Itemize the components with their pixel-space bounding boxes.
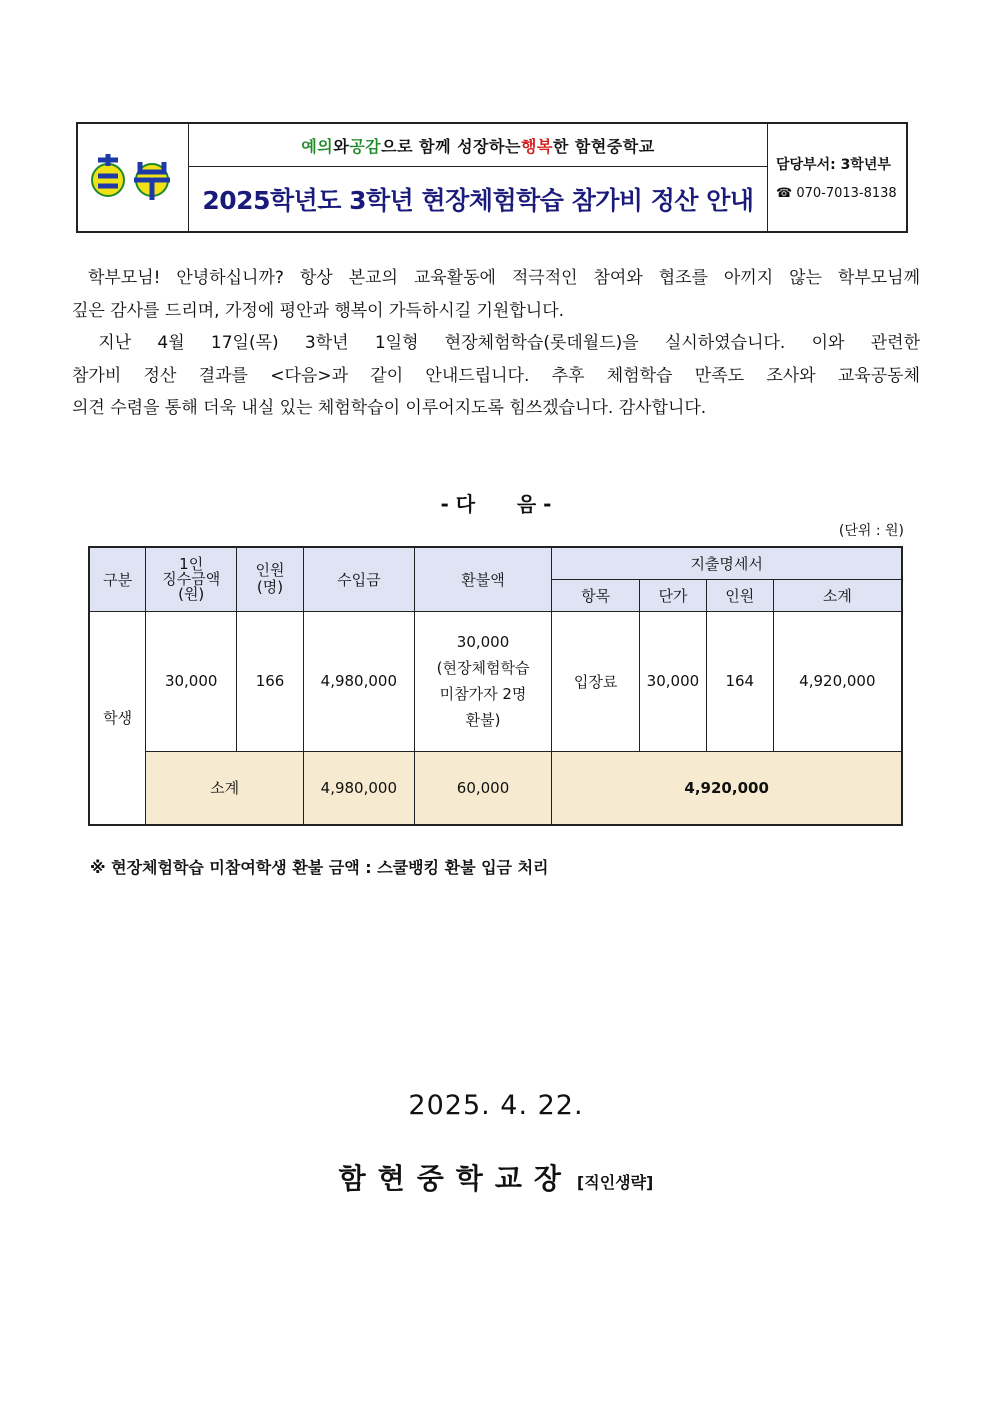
settlement-table bbox=[88, 546, 903, 826]
motto-text: 한 함현중학교 bbox=[552, 136, 655, 156]
greeting-line-2: 깊은 감사를 드리며, 가정에 평안과 행복이 가득하시길 기원합니다. bbox=[72, 300, 565, 321]
department-cell bbox=[768, 124, 906, 231]
greeting-line-1: 학부모님! 안녕하십니까? 항상 본교의 교육활동에 적극적인 참여와 협조를 아끼지 않는 학부모님께 bbox=[87, 268, 920, 288]
seal-omitted: [직인생략] bbox=[576, 1173, 654, 1192]
motto-word-courtesy: 예의 bbox=[301, 136, 334, 156]
next-heading: - 다 음 - bbox=[440, 492, 552, 516]
document-date: 2025. 4. 22. bbox=[408, 1090, 584, 1121]
cell-unit-price: 30,000 bbox=[639, 611, 706, 751]
subtotal-expense: 4,920,000 bbox=[552, 751, 902, 825]
refund-note: ※ 현장체험학습 미참여학생 환불 금액 : 스쿨뱅킹 환불 입금 처리 bbox=[90, 858, 549, 877]
header-subtotal: 소계 bbox=[773, 579, 902, 611]
header-people: 인원 (명) bbox=[237, 547, 304, 611]
department-label: 담당부서: 3학년부 bbox=[776, 157, 891, 173]
table-row bbox=[89, 611, 902, 751]
document-title: 2025학년도 3학년 현장체험학습 참가비 정산 안내 bbox=[202, 186, 754, 215]
principal-signature bbox=[0, 1157, 992, 1197]
header-income: 수입금 bbox=[303, 547, 414, 611]
cell-per-person-fee: 30,000 bbox=[146, 611, 237, 751]
header-division: 구분 bbox=[89, 547, 146, 611]
school-motto bbox=[189, 124, 767, 167]
motto-word-empathy: 공감 bbox=[349, 136, 382, 156]
cell-income: 4,980,000 bbox=[303, 611, 414, 751]
cell-subtotal: 4,920,000 bbox=[773, 611, 902, 751]
unit-label: (단위 : 원) bbox=[838, 523, 904, 539]
school-logo-icon bbox=[90, 146, 176, 206]
logo-cell bbox=[78, 124, 189, 231]
phone-info bbox=[776, 186, 906, 201]
notice-line-2: 참가비 정산 결과를 <다음>과 같이 안내드립니다. 추후 체험학습 만족도 조사와 교육공동체 bbox=[72, 365, 920, 386]
subtotal-refund: 60,000 bbox=[414, 751, 552, 825]
motto-text: 으로 함께 성장하는 bbox=[381, 136, 521, 156]
cell-people: 166 bbox=[237, 611, 304, 751]
cell-count: 164 bbox=[706, 611, 773, 751]
header-item: 항목 bbox=[552, 579, 640, 611]
greeting-paragraph bbox=[72, 262, 920, 327]
header-refund: 환불액 bbox=[414, 547, 552, 611]
header-expense-statement: 지출명세서 bbox=[552, 547, 902, 579]
cell-item: 입장료 bbox=[552, 611, 640, 751]
motto-text: 와 bbox=[333, 136, 350, 156]
cell-refund: 30,000 (현장체험학습 미참가자 2명 환불) bbox=[414, 611, 552, 751]
motto-word-happiness: 행복 bbox=[520, 136, 553, 156]
principal-name: 함현중학교장 bbox=[338, 1162, 573, 1195]
header-per-person-fee: 1인 징수금액 (원) bbox=[146, 547, 237, 611]
subtotal-income: 4,980,000 bbox=[303, 751, 414, 825]
row-label-student: 학생 bbox=[89, 611, 146, 825]
subtotal-row bbox=[89, 751, 902, 825]
header-unit-price: 단가 bbox=[639, 579, 706, 611]
notice-paragraph bbox=[72, 327, 920, 425]
title-cell bbox=[189, 124, 768, 231]
phone-icon: ☎ bbox=[776, 186, 793, 201]
subtotal-label: 소계 bbox=[146, 751, 304, 825]
header-count: 인원 bbox=[706, 579, 773, 611]
document-header bbox=[76, 122, 908, 233]
phone-number: 070-7013-8138 bbox=[796, 186, 897, 201]
notice-line-1: 지난 4월 17일(목) 3학년 1일형 현장체험학습(롯데월드)을 실시하였습니다. 이와 관련한 bbox=[98, 333, 920, 353]
notice-line-3: 의견 수렴을 통해 더욱 내실 있는 체험학습이 이루어지도록 힘쓰겠습니다. 감사합니다. bbox=[72, 398, 707, 418]
